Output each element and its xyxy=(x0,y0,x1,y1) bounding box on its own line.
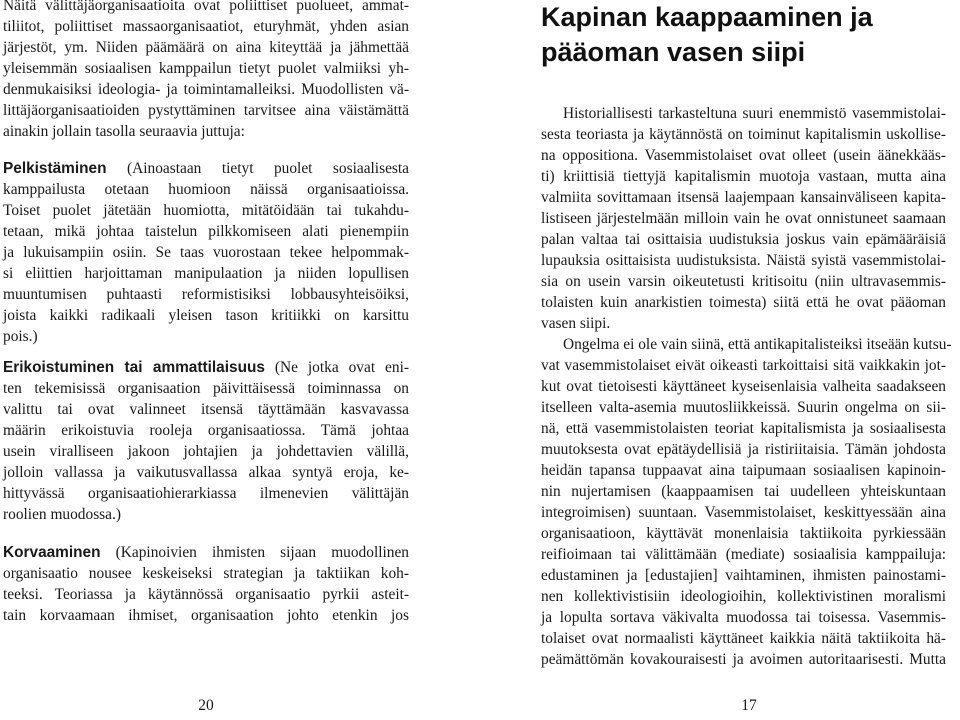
para2-line: organisaatioon, käyttävät monenlaisia taktiikoita pyrkiessään xyxy=(541,525,946,542)
item-line: usein viralliseen jakoon johtajien ja johdettavien välillä, xyxy=(3,443,409,460)
para1-line: tolaisten kuin anarkistien toimesta) siitä että he ovat pääoman xyxy=(541,294,946,311)
item-line: ja lukuisampiin osiin. Se taas vuorostaan tekee helpommak- xyxy=(3,244,409,261)
left-intro-line: ainakin jollain tasolla seuraavia juttuja: xyxy=(3,123,245,140)
para1-line: valmiita sovittamaan itsensä laajempaan kansainväliseen kapita- xyxy=(541,189,946,206)
para2-line: reifioimaan tai välittämään (mediate) sosiaalisia kamppailuja: xyxy=(541,546,946,563)
item-line: tain korvaamaan ihmiset, organisaation johto etenkin jos xyxy=(3,607,409,624)
left-intro-line: yleisemmän sosiaalisen kamppailun tietyt puolet valmiiksi yh- xyxy=(3,60,409,77)
item-erikoistuminen-heading xyxy=(3,357,409,378)
para1-line: palan valtaa tai osittaisia uudistuksia joskus vain epämääräisiä xyxy=(541,231,946,248)
chapter-title-line: pääoman vasen siipi xyxy=(541,37,806,67)
item-term: Erikoistuminen tai ammattilaisuus xyxy=(3,359,265,376)
item-line: organisaatio nousee keskeiseksi strategian ja taktiikan koh- xyxy=(3,565,409,582)
para1-line: listiseen järjestelmään milloin vain he ovat onnistuneet saamaan xyxy=(541,210,946,227)
para2-line: muutoksesta ovat epätäydellisiä ja ristiriitaisia. Tämän johdosta xyxy=(541,441,946,458)
item-line: si eliittien harjoittaman manipulaation ja niiden lopullisen xyxy=(3,265,409,282)
para1-line: lupauksia osittaisista uudistuksista. Näistä syistä vasemmistolai- xyxy=(541,252,946,269)
item-line: teeksi. Teoriassa ja käytännössä organisaatio pyrkii asteit- xyxy=(3,586,409,603)
para2-line: Ongelma ei ole vain siinä, että antikapitalisteiksi itseään kutsu- xyxy=(563,336,952,353)
left-intro-line: tiliitot, poliittiset massaorganisaatiot, eturyhmät, yhden asian xyxy=(3,18,409,35)
item-line: roolien muodossa.) xyxy=(3,506,121,523)
para2-line: ja lopulta sortava väkivalta muodossa tai toisessa. Vasemmis- xyxy=(541,609,946,626)
para2-line: nä, että vasemmistolaisten teoriat kapitalismista ja sosiaalisesta xyxy=(541,420,946,437)
item-line: Toiset puolet jätetään huomiotta, mitätöidään tai tukahdu- xyxy=(3,202,409,219)
item-text: (Ne jotka ovat eni- xyxy=(264,359,409,376)
left-intro-line: littäjäorganisaatioiden pystyttäminen tarvitsee aina väistämättä xyxy=(3,102,409,119)
para1-line: ti) kriittisiä tiettyjä kapitalismin muotoja vastaan, mutta aina xyxy=(541,168,946,185)
item-line: pois.) xyxy=(3,328,38,345)
para2-line: itselleen valta-asemia muutosliikkeissä. Suurin ongelma on sii- xyxy=(541,399,946,416)
item-text: (Kapinoivien ihmisten sijaan muodollinen xyxy=(100,544,409,561)
chapter-title-line: Kapinan kaappaaminen ja xyxy=(541,2,873,32)
left-intro-line: Näitä välittäjäorganisaatioita ovat poliittiset puolueet, ammat- xyxy=(3,0,409,14)
para1-line: sia on usein varsin oikeutetusti kritisoitu (niin ultravasemmis- xyxy=(541,273,946,290)
para1-line: na oppositiona. Vasemmistolaiset ovat olleet (usein äänekkääs- xyxy=(541,147,946,164)
item-term: Korvaaminen xyxy=(3,544,101,561)
para2-line: peämättömän kovakouraisesti ja avoimen autoritaarisesti. Mutta xyxy=(541,651,946,668)
item-line: tetaan, mikä johtaa taistelun pilkkomiseen alati pienempiin xyxy=(3,223,409,240)
para2-line: edustaminen ja [edustajien] vaihtaminen, ihmisten painostami- xyxy=(541,567,946,584)
item-line: ten tekemisissä organisaation päivittäisessä toiminnassa on xyxy=(3,380,409,397)
item-text: (Ainoastaan tietyt puolet sosiaalisesta xyxy=(106,160,409,177)
item-korvaaminen-heading xyxy=(3,542,409,563)
para1-line: vasen siipi. xyxy=(541,315,611,332)
item-line: hittyvässä organisaatiohierarkiassa ilmenevien välittäjän xyxy=(3,485,409,502)
para2-line: kut ovat tietoisesti käyttäneet kyseisenlaisia valheita saadakseen xyxy=(541,378,946,395)
item-line: joista kaikki radikaali yleisen tason kritiikki on karsittu xyxy=(3,307,409,324)
para2-line: integroimisen) suuntaan. Vasemmistolaiset, keskittyessään aina xyxy=(541,504,946,521)
para2-line: nen kollektivistisiin ideologioihin, kollektivistinen moralismi xyxy=(541,588,946,605)
item-term: Pelkistäminen xyxy=(3,160,107,177)
item-line: jolloin vallassa ja vaikutusvallassa alkaa syntyä eroja, ke- xyxy=(3,464,409,481)
left-page-number: 20 xyxy=(198,697,214,714)
item-line: määrin erikoistuvia rooleja organisaatiossa. Tämä johtaa xyxy=(3,422,409,439)
left-intro-line: järjestöt, ym. Niiden päämäärä on aina kiteyttää ja jähmettää xyxy=(3,39,409,56)
item-pelkistaminen-heading xyxy=(3,158,409,179)
para2-line: heidän tapansa tuppaavat aina taipumaan sosiaalisen kapinoin- xyxy=(541,462,946,479)
para2-line: vat vasemmistolaiset eivät oikeasti tarkoittaisi sitä vaikkakin jot- xyxy=(541,357,946,374)
item-line: muuntumisen puhtaasti reformistisiksi lobbausyhteisöiksi, xyxy=(3,286,409,303)
item-line: kamppailusta otetaan huomioon näissä organisaatioissa. xyxy=(3,181,409,198)
para1-line: Historiallisesti tarkasteltuna suuri enemmistö vasemmistolai- xyxy=(563,105,946,122)
left-intro-line: denmukaisiksi ideologia- ja toimintamalleiksi. Muodollisten vä- xyxy=(3,81,409,98)
item-line: valittu tai ovat valinneet itsensä täyttämään kasvavassa xyxy=(3,401,409,418)
right-page-number: 17 xyxy=(741,697,757,714)
para2-line: tolaiset ovat normaalisti käyttäneet kaikkia näitä taktiikoita hä- xyxy=(541,630,946,647)
para2-line: nin nujertamisen (kaappaamisen tai uudelleen yhteiskuntaan xyxy=(541,483,946,500)
para1-line: sesta teoriasta ja käytännöstä on toiminut kapitalismin uskollise- xyxy=(541,126,946,143)
